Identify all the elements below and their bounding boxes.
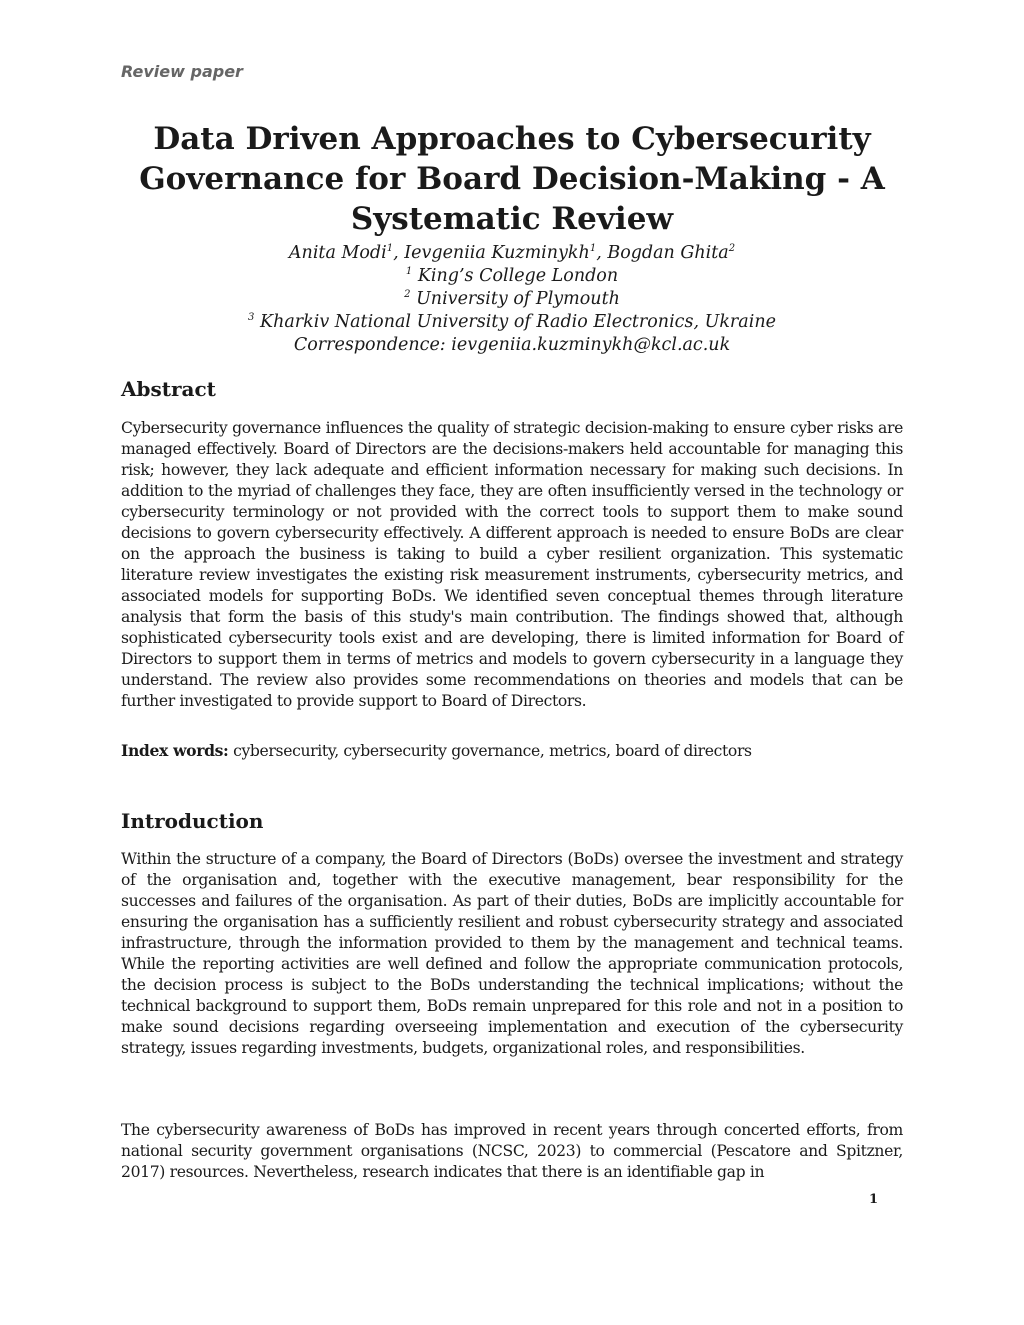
affiliation-marker: 3 (248, 312, 255, 324)
affiliation-marker: 1 (405, 266, 413, 278)
author-block (100, 242, 924, 357)
introduction-paragraph: Within the structure of a company, the Board of Directors (BoDs) oversee the investment and strategy of the organisation and, together with the executive management, bear responsibility for the successes and failures of the organisation. As part of their duties, BoDs are implicitly accountable for ensuring the organisation has a sufficiently resilient and robust cybersecurity strategy and associated infrastructure, through the information provided to them by the management and technical teams. While the reporting activities are well defined and follow the appropriate communication protocols, the decision process is subject to the BoDs understanding the technical implications; without the technical background to support them, BoDs remain unprepared for this role and not in a position to make sound decisions regarding overseeing implementation and execution of the cybersecurity strategy, issues regarding investments, budgets, organizational roles, and responsibilities. (121, 850, 903, 1057)
author-list: Anita Modi$^1$, Ievgeniia Kuzminykh$^1$, Bogdan Ghita$^2$ (288, 243, 736, 263)
introduction-heading: Introduction (121, 809, 264, 833)
abstract-text: Cybersecurity governance influences the quality of strategic decision-making to ensure cyber risks are managed effectively. Board of Directors are the decisions-makers held accountable for managing this risk; however, they lack adequate and efficient information necessary for making such decisions. In addition to the myriad of challenges they face, they are often insufficiently versed in the technology or cybersecurity terminology or not provided with the correct tools to support them to make sound decisions to govern cybersecurity effectively. A different approach is needed to ensure BoDs are clear on the approach the business is taking to build a cyber resilient organization. This systematic literature review investigates the existing risk measurement instruments, cybersecurity metrics, and associated models for supporting BoDs. We identified seven conceptual themes through literature analysis that form the basis of this study's main contribution. The findings showed that, although sophisticated cybersecurity tools exist and are developing, there is limited information for Board of Directors to support them in terms of metrics and models to govern cybersecurity in a language they understand. The review also provides some recommendations on theories and models that can be further investigated to provide support to Board of Directors. (121, 419, 903, 710)
title-line: Data Driven Approaches to Cybersecurity (153, 121, 871, 157)
introduction-paragraph: The cybersecurity awareness of BoDs has improved in recent years through concerted efforts, from national security government organisations (NCSC, 2023) to commercial (Pescatore and Spitzner, 2017) resources. Nevertheless, research indicates that there is an identifiable gap in (121, 1121, 903, 1181)
index-words (121, 740, 903, 762)
paper-type-label: Review paper (121, 62, 243, 81)
author-affiliation-marker: 1 (589, 243, 597, 255)
abstract-heading: Abstract (121, 377, 216, 401)
author-name: Bogdan Ghita (607, 243, 729, 263)
affiliation (100, 288, 924, 311)
author-name: Anita Modi (288, 243, 387, 263)
affiliation-name: King’s College London (417, 266, 619, 286)
index-words-text: cybersecurity, cybersecurity governance, metrics, board of directors (233, 742, 752, 760)
author-affiliation-marker: 1 (386, 243, 394, 255)
affiliation-name: Kharkiv National University of Radio Electronics, Ukraine (260, 312, 776, 332)
index-words-label: Index words: (121, 741, 229, 760)
title-line: Governance for Board Decision-Making - A (139, 161, 885, 197)
paper-title (100, 119, 924, 239)
affiliation-marker: 2 (404, 289, 411, 301)
affiliation (100, 265, 924, 288)
author-affiliation-marker: 2 (728, 243, 736, 255)
correspondence: Correspondence: ievgeniia.kuzminykh@kcl.ac.uk (293, 335, 731, 355)
author-name: Ievgeniia Kuzminykh (404, 243, 590, 263)
title-line: Systematic Review (350, 201, 674, 237)
page-number: 1 (869, 1192, 879, 1207)
affiliation-name: University of Plymouth (416, 289, 620, 309)
affiliation (100, 311, 924, 334)
